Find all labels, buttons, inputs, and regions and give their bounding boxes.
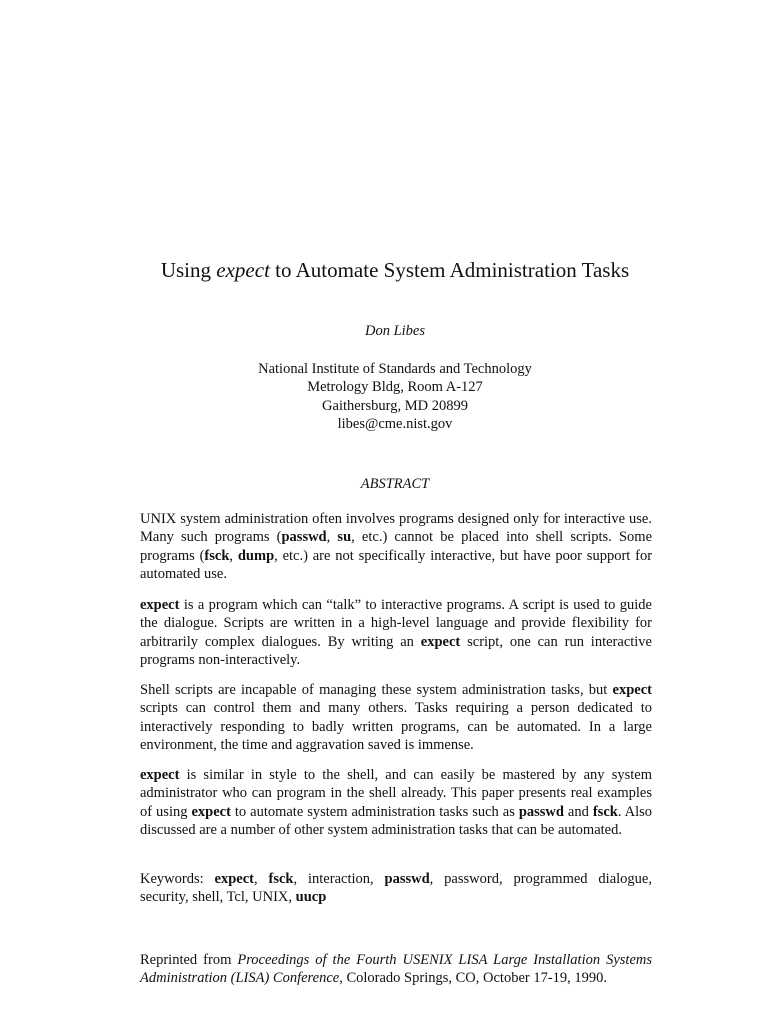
title-text-emphasis: expect (216, 258, 270, 282)
abstract-paragraph-3 (140, 681, 652, 754)
command-name: passwd (281, 529, 327, 546)
keyword: uucp (295, 889, 327, 906)
paragraph-text: , Colorado Springs, CO, October 17-19, 1990. (339, 970, 608, 987)
keyword: fsck (268, 871, 294, 887)
title-text-before: Using (160, 258, 217, 282)
affiliation-line: Gaithersburg, MD 20899 (322, 397, 468, 414)
abstract-paragraph-2 (140, 596, 652, 669)
paragraph-text: , interaction, (293, 871, 385, 887)
command-name: dump (237, 547, 275, 564)
command-name: fsck (204, 547, 230, 564)
command-name: expect (612, 682, 652, 698)
command-name: su (337, 529, 352, 546)
proceedings-title: Proceedings of the Fourth USENIX LISA Large Installation Systems Administration (LISA) Conference (140, 952, 652, 987)
keywords-line (140, 870, 652, 907)
paragraph-text: scripts can control them and many others. Tasks requiring a person dedicated to interactively responding to badly written programs, can be automated. In a large environment, the time and aggravation saved is immense. (140, 700, 652, 753)
paragraph-text: , (326, 529, 338, 546)
keyword: passwd (384, 871, 430, 887)
paragraph-text: , (229, 547, 238, 564)
paragraph-text: to automate system administration tasks such as (230, 803, 519, 820)
paragraph-text: script, one can run interactive programs non-interactively. (140, 633, 652, 668)
paragraph-text: , password, programmed dialogue, security, shell, Tcl, UNIX, (140, 871, 652, 906)
abstract-paragraph-4 (140, 766, 652, 839)
command-name: expect (140, 597, 180, 613)
paragraph-text: , (253, 871, 269, 887)
paragraph-text: UNIX system administration often involves programs designed only for interactive use. Many such programs ( (140, 511, 652, 546)
paragraph-text: . Also discussed are a number of other system administration tasks that can be automated. (140, 803, 653, 838)
paragraph-text: is a program which can “talk” to interactive programs. A script is used to guide the dialogue. Scripts are written in a high-level language and provide flexibility for arbitrarily complex dialogues. By writing an (140, 597, 652, 650)
paragraph-text: Reprinted from (140, 952, 238, 968)
affiliation-line: Metrology Bldg, Room A-127 (307, 379, 483, 396)
command-name: fsck (592, 803, 618, 820)
paper-title (0, 256, 768, 284)
author-name: Don Libes (364, 323, 426, 339)
reprint-notice (140, 951, 652, 988)
title-text-after: to Automate System Administration Tasks (269, 258, 630, 282)
command-name: expect (420, 633, 461, 650)
paragraph-text: is similar in style to the shell, and can easily be mastered by any system administrator who can program in the shell already. This paper presents real examples of using (140, 767, 652, 820)
paragraph-text: Shell scripts are incapable of managing these system administration tasks, but (140, 682, 613, 698)
keyword: expect (214, 871, 254, 887)
command-name: expect (140, 767, 180, 783)
paragraph-text: , etc.) cannot be placed into shell scripts. Some programs ( (140, 529, 653, 564)
keywords-label: Keywords: (140, 871, 215, 887)
paragraph-text: and (563, 803, 593, 820)
author-affiliation (0, 360, 768, 433)
paragraph-text: , etc.) are not specifically interactive, but have poor support for automated use. (140, 547, 653, 582)
author-email: libes@cme.nist.gov (337, 415, 453, 432)
command-name: expect (191, 803, 231, 820)
affiliation-line: National Institute of Standards and Technology (258, 361, 532, 377)
abstract-heading: ABSTRACT (360, 476, 430, 492)
command-name: passwd (518, 803, 564, 820)
abstract-paragraph-1 (140, 510, 652, 583)
page-footer (0, 1016, 768, 1024)
